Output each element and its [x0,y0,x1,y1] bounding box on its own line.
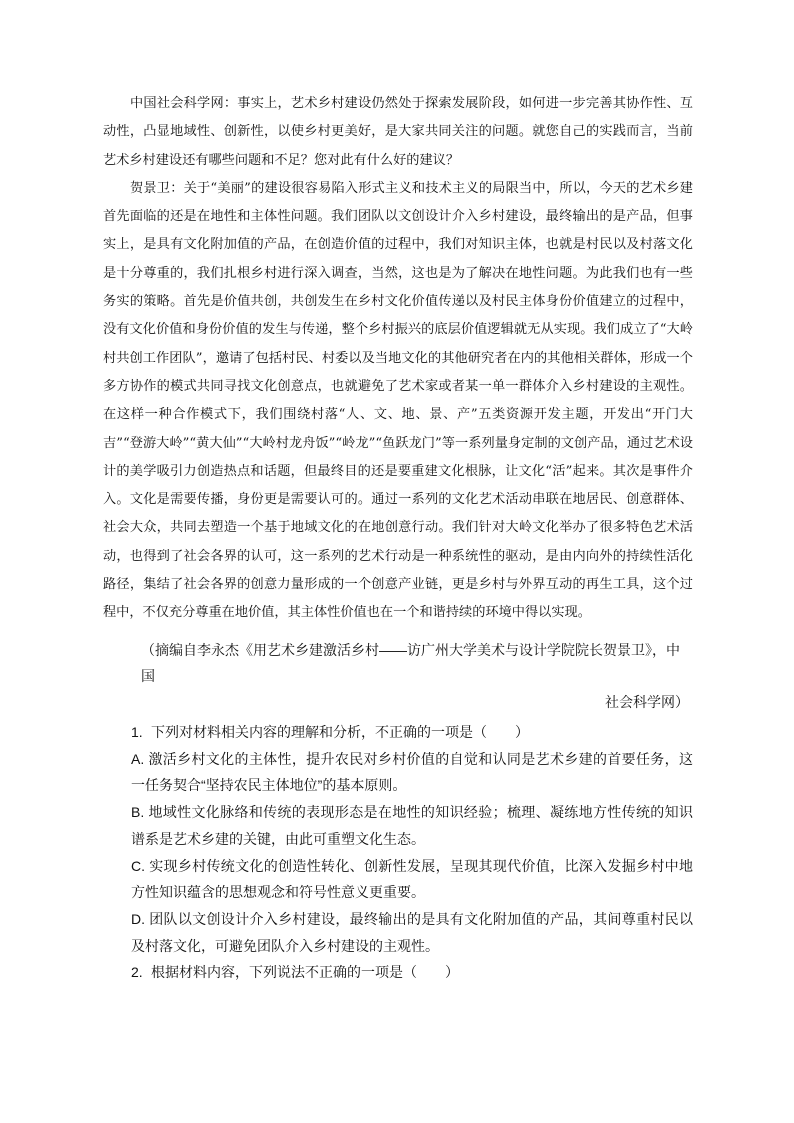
source-citation-line-1: （摘编自李永杰《用艺术乡建激活乡村——访广州大学美术与设计学院院长贺景卫》，中国 [141,642,680,684]
question-2-number: 2. [131,964,143,981]
question-1-stem: 下列对材料相关内容的理解和分析，不正确的一项是（ ） [151,724,529,740]
question-list [131,719,693,986]
interview-answer-paragraph: 贺景卫：关于“美丽”的建设很容易陷入形式主义和技术主义的局限当中，所以，今天的艺术乡建首先面临的还是在地性和主体性问题。我们团队以文创设计介入乡村建设，最终输出的是产品，但事实上，是具有文化附加值的产品，在创造价值的过程中，我们对知识主体，也就是村民以及村落文化是十分尊重的，我们扎根乡村进行深入调查，当然，这也是为了解决在地性问题。为此我们也有一些务实的策略。首先是价值共创，共创发生在乡村文化价值传递以及村民主体身份价值建立的过程中，没有文化价值和身份价值的发生与传递，整个乡村振兴的底层价值逻辑就无从实现。我们成立了“大岭村共创工作团队”，邀请了包括村民、村委以及当地文化的其他研究者在内的其他相关群体，形成一个多方协作的模式共同寻找文化创意点，也就避免了艺术家或者某一单一群体介入乡村建设的主观性。在这样一种合作模式下，我们围绕村落“人、文、地、景、产”五类资源开发主题，开发出“开门大吉”“登游大岭”“黄大仙”“大岭村龙舟饭”“岭龙”“鱼跃龙门”等一系列量身定制的文创产品，通过艺术设计的美学吸引力创造热点和话题，但最终目的还是要重建文化根脉，让文化“活”起来。其次是事件介入。文化是需要传播，身份更是需要认可的。通过一系列的文化艺术活动串联在地居民、创意群体、社会大众，共同去塑造一个基于地域文化的在地创意行动。我们针对大岭文化举办了很多特色艺术活动，也得到了社会各界的认可，这一系列的艺术行动是一种系统性的驱动，是由内向外的持续性活化路径，集结了社会各界的创意力量形成的一个创意产业链，更是乡村与外界互动的再生工具，这个过程中，不仅充分尊重在地价值，其主体性价值也在一个和谐持续的环境中得以实现。 [103,180,693,621]
question-1-option-b: B. 地域性文化脉络和传统的表现形态是在地性的知识经验；梳理、凝练地方性传统的知识谱系是艺术乡建的关键，由此可重塑文化生态。 [131,804,693,847]
question-1 [131,719,693,746]
question-1-option-d: D. 团队以文创设计介入乡村建设，最终输出的是具有文化附加值的产品，其间尊重村民以及村落文化，可避免团队介入乡村建设的主观性。 [131,910,693,954]
source-citation-line-2: 社会科学网） [605,694,689,710]
question-1-option-a: A. 激活乡村文化的主体性，提升农民对乡村价值的自觉和认同是艺术乡建的首要任务，这一任务契合“坚持农民主体地位”的基本原则。 [131,750,693,794]
article-body [103,90,693,628]
question-1-number: 1. [131,724,143,740]
question-1-option-c: C. 实现乡村传统文化的创造性转化、创新性发展，呈现其现代价值，比深入发掘乡村中地方性知识蕴含的思想观念和符号性意义更重要。 [131,857,693,901]
source-citation [103,637,689,715]
interview-question-paragraph: 中国社会科学网：事实上，艺术乡村建设仍然处于探索发展阶段，如何进一步完善其协作性、互动性，凸显地域性、创新性，以使乡村更美好，是大家共同关注的问题。就您自己的实践而言，当前艺术乡村建设还有哪些问题和不足？您对此有什么好的建议？ [103,96,693,168]
question-2 [131,959,693,986]
question-2-stem: 根据材料内容，下列说法不正确的一项是（ ） [151,964,459,981]
